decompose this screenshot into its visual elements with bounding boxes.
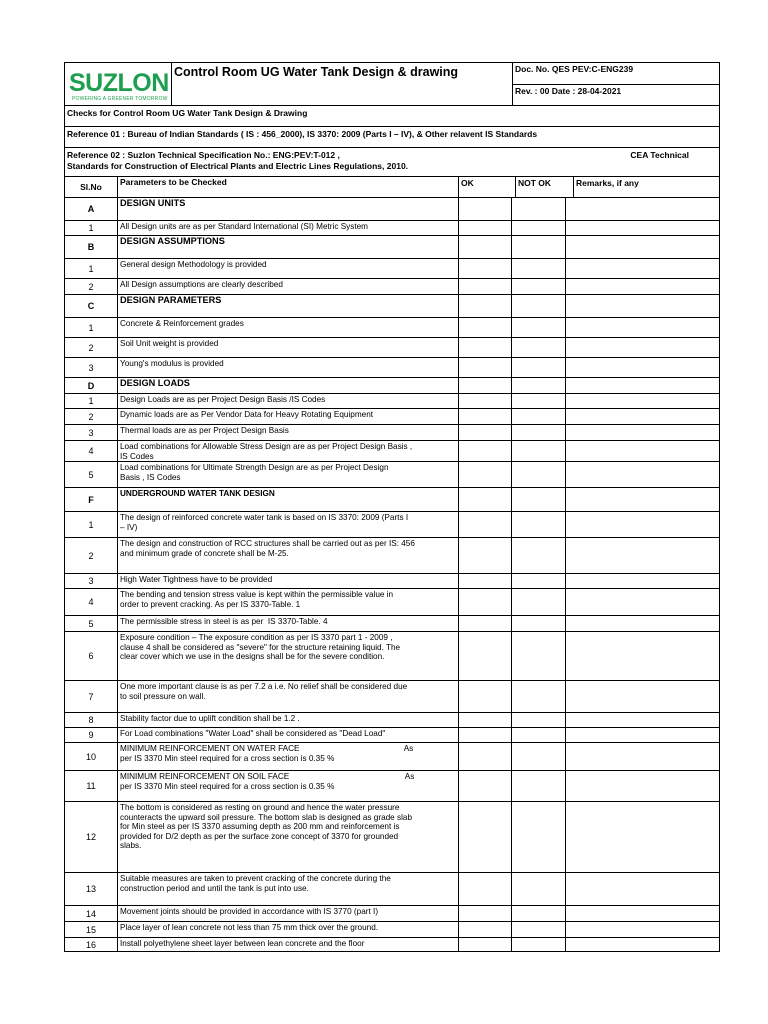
not-ok-cell[interactable] bbox=[512, 743, 566, 770]
checklist-sheet bbox=[64, 62, 720, 952]
row-sl-no: 9 bbox=[65, 728, 118, 742]
ok-cell[interactable] bbox=[459, 802, 512, 872]
ok-cell[interactable] bbox=[459, 259, 512, 278]
not-ok-cell[interactable] bbox=[512, 512, 566, 537]
not-ok-cell[interactable] bbox=[512, 713, 566, 727]
row-parameter: General design Methodology is provided bbox=[118, 259, 459, 278]
row-parameter: DESIGN UNITS bbox=[118, 198, 459, 220]
remarks-cell[interactable] bbox=[566, 802, 719, 872]
checks-line: Checks for Control Room UG Water Tank Design & Drawing bbox=[67, 108, 308, 118]
row-parameter: DESIGN LOADS bbox=[118, 378, 459, 393]
remarks-cell[interactable] bbox=[566, 938, 719, 951]
row-parameter: The design and construction of RCC structures shall be carried out as per IS: 456 and minimum grade of concrete shall be M-25. bbox=[118, 538, 459, 573]
ok-cell[interactable] bbox=[459, 538, 512, 573]
row-sl-no: 2 bbox=[65, 538, 118, 573]
ok-cell[interactable] bbox=[459, 713, 512, 727]
not-ok-cell[interactable] bbox=[512, 338, 566, 357]
remarks-cell[interactable] bbox=[566, 616, 719, 631]
remarks-cell[interactable] bbox=[566, 425, 719, 440]
remarks-cell[interactable] bbox=[566, 771, 719, 801]
col-parameters: Parameters to be Checked bbox=[118, 177, 459, 197]
reference-02-left: Reference 02 : Suzlon Technical Specification No.: ENG:PEV:T-012 , bbox=[67, 150, 340, 160]
not-ok-cell[interactable] bbox=[512, 462, 566, 487]
reference-01-row bbox=[64, 127, 720, 148]
row-sl-no: 2 bbox=[65, 409, 118, 424]
not-ok-cell[interactable] bbox=[512, 589, 566, 615]
ok-cell[interactable] bbox=[459, 681, 512, 712]
ok-cell[interactable] bbox=[459, 616, 512, 631]
row-parameter: Thermal loads are as per Project Design Basis bbox=[118, 425, 459, 440]
table-row bbox=[64, 873, 720, 906]
remarks-cell[interactable] bbox=[566, 409, 719, 424]
remarks-cell[interactable] bbox=[566, 589, 719, 615]
ok-cell[interactable] bbox=[459, 462, 512, 487]
row-sl-no: 1 bbox=[65, 512, 118, 537]
table-row bbox=[64, 259, 720, 279]
remarks-cell[interactable] bbox=[566, 462, 719, 487]
not-ok-cell[interactable] bbox=[512, 938, 566, 951]
col-remarks: Remarks, if any bbox=[576, 178, 639, 188]
table-row bbox=[64, 338, 720, 358]
remarks-cell[interactable] bbox=[566, 279, 719, 294]
not-ok-cell[interactable] bbox=[512, 295, 566, 317]
row-sl-no: 1 bbox=[65, 259, 118, 278]
row-parameter: MINIMUM REINFORCEMENT ON SOIL FACE As per IS 3370 Min steel required for a cross section is 0.35 % bbox=[118, 771, 459, 801]
row-parameter: DESIGN ASSUMPTIONS bbox=[118, 236, 459, 258]
remarks-cell[interactable] bbox=[566, 512, 719, 537]
column-header-row bbox=[64, 177, 720, 198]
ok-cell[interactable] bbox=[459, 295, 512, 317]
ok-cell[interactable] bbox=[459, 221, 512, 235]
row-parameter: MINIMUM REINFORCEMENT ON WATER FACE As per IS 3370 Min steel required for a cross section is 0.35 % bbox=[118, 743, 459, 770]
table-row bbox=[64, 771, 720, 802]
not-ok-cell[interactable] bbox=[512, 616, 566, 631]
ok-cell[interactable] bbox=[459, 589, 512, 615]
reference-01: Reference 01 : Bureau of Indian Standards ( IS : 456_2000), IS 3370: 2009 (Parts I – IV), & Other relavent IS Standards bbox=[67, 129, 538, 139]
not-ok-cell[interactable] bbox=[512, 632, 566, 680]
table-row bbox=[64, 906, 720, 922]
row-parameter: Stability factor due to uplift condition shall be 1.2 . bbox=[118, 713, 459, 727]
ok-cell[interactable] bbox=[459, 574, 512, 588]
not-ok-cell[interactable] bbox=[512, 221, 566, 235]
table-row bbox=[64, 221, 720, 236]
row-sl-no: 3 bbox=[65, 574, 118, 588]
ok-cell[interactable] bbox=[459, 728, 512, 742]
ok-cell[interactable] bbox=[459, 441, 512, 461]
logo-tagline: POWERING A GREENER TOMORROW bbox=[72, 96, 168, 102]
table-row bbox=[64, 409, 720, 425]
not-ok-cell[interactable] bbox=[512, 394, 566, 408]
table-row bbox=[64, 681, 720, 713]
ok-cell[interactable] bbox=[459, 279, 512, 294]
table-row bbox=[64, 728, 720, 743]
row-sl-no: 14 bbox=[65, 906, 118, 921]
ok-cell[interactable] bbox=[459, 378, 512, 393]
remarks-cell[interactable] bbox=[566, 259, 719, 278]
not-ok-cell[interactable] bbox=[512, 873, 566, 905]
ok-cell[interactable] bbox=[459, 394, 512, 408]
reference-02 bbox=[65, 148, 719, 176]
not-ok-cell[interactable] bbox=[512, 425, 566, 440]
ok-cell[interactable] bbox=[459, 338, 512, 357]
row-sl-no: A bbox=[65, 198, 118, 220]
ok-cell[interactable] bbox=[459, 425, 512, 440]
ok-cell[interactable] bbox=[459, 358, 512, 377]
table-row bbox=[64, 441, 720, 462]
remarks-cell[interactable] bbox=[566, 236, 719, 258]
not-ok-cell[interactable] bbox=[512, 198, 566, 220]
document-title: Control Room UG Water Tank Design & drawing bbox=[172, 63, 513, 105]
ok-cell[interactable] bbox=[459, 938, 512, 951]
table-row bbox=[64, 922, 720, 938]
section-row bbox=[64, 198, 720, 221]
table-row bbox=[64, 938, 720, 952]
row-parameter: Soil Unit weight is provided bbox=[118, 338, 459, 357]
row-sl-no: D bbox=[65, 378, 118, 393]
row-sl-no: 1 bbox=[65, 318, 118, 337]
table-row bbox=[64, 538, 720, 574]
checklist-rows bbox=[64, 198, 720, 952]
remarks-cell[interactable] bbox=[566, 394, 719, 408]
table-row bbox=[64, 358, 720, 378]
not-ok-cell[interactable] bbox=[512, 488, 566, 511]
section-row bbox=[64, 295, 720, 318]
row-parameter: High Water Tightness have to be provided bbox=[118, 574, 459, 588]
row-sl-no: B bbox=[65, 236, 118, 258]
remarks-cell[interactable] bbox=[566, 441, 719, 461]
not-ok-cell[interactable] bbox=[512, 922, 566, 937]
table-row bbox=[64, 743, 720, 771]
ok-cell[interactable] bbox=[459, 922, 512, 937]
row-sl-no: 5 bbox=[65, 616, 118, 631]
row-sl-no: F bbox=[65, 488, 118, 511]
section-row bbox=[64, 378, 720, 394]
row-parameter: One more important clause is as per 7.2 a i.e. No relief shall be considered due to soil pressure on wall. bbox=[118, 681, 459, 712]
table-row bbox=[64, 512, 720, 538]
row-parameter: Load combinations for Allowable Stress Design are as per Project Design Basis , IS Codes bbox=[118, 441, 459, 461]
not-ok-cell[interactable] bbox=[512, 259, 566, 278]
row-parameter: UNDERGROUND WATER TANK DESIGN bbox=[118, 488, 459, 511]
row-parameter: All Design units are as per Standard International (SI) Metric System bbox=[118, 221, 459, 235]
col-not-ok: NOT OK bbox=[516, 177, 574, 197]
ok-cell[interactable] bbox=[459, 906, 512, 921]
remarks-cell[interactable] bbox=[566, 632, 719, 680]
remarks-cell[interactable] bbox=[566, 728, 719, 742]
revision-date: Rev. : 00 Date : 28-04-2021 bbox=[515, 85, 622, 96]
remarks-cell[interactable] bbox=[566, 488, 719, 511]
row-parameter: For Load combinations "Water Load" shall be considered as "Dead Load" bbox=[118, 728, 459, 742]
not-ok-cell[interactable] bbox=[512, 318, 566, 337]
not-ok-cell[interactable] bbox=[512, 728, 566, 742]
ok-cell[interactable] bbox=[459, 318, 512, 337]
ok-cell[interactable] bbox=[459, 198, 512, 220]
row-parameter: Young's modulus is provided bbox=[118, 358, 459, 377]
row-sl-no: C bbox=[65, 295, 118, 317]
row-sl-no: 10 bbox=[65, 743, 118, 770]
ok-cell[interactable] bbox=[459, 873, 512, 905]
row-sl-no: 4 bbox=[65, 589, 118, 615]
remarks-cell[interactable] bbox=[566, 378, 719, 393]
not-ok-cell[interactable] bbox=[512, 358, 566, 377]
remarks-cell[interactable] bbox=[566, 922, 719, 937]
table-row bbox=[64, 589, 720, 616]
section-row bbox=[64, 488, 720, 512]
row-sl-no: 15 bbox=[65, 922, 118, 937]
row-sl-no: 7 bbox=[65, 681, 118, 712]
table-row bbox=[64, 713, 720, 728]
remarks-cell[interactable] bbox=[566, 198, 719, 220]
row-parameter: Place layer of lean concrete not less than 75 mm thick over the ground. bbox=[118, 922, 459, 937]
not-ok-cell[interactable] bbox=[512, 681, 566, 712]
table-row bbox=[64, 616, 720, 632]
remarks-cell[interactable] bbox=[566, 318, 719, 337]
remarks-cell[interactable] bbox=[566, 906, 719, 921]
remarks-cell[interactable] bbox=[566, 713, 719, 727]
row-sl-no: 3 bbox=[65, 358, 118, 377]
table-row bbox=[64, 279, 720, 295]
table-row bbox=[64, 394, 720, 409]
row-parameter: The design of reinforced concrete water tank is based on IS 3370: 2009 (Parts I – IV) bbox=[118, 512, 459, 537]
row-sl-no: 4 bbox=[65, 441, 118, 461]
row-sl-no: 12 bbox=[65, 802, 118, 872]
not-ok-cell[interactable] bbox=[512, 802, 566, 872]
remarks-cell[interactable] bbox=[566, 295, 719, 317]
row-parameter: Movement joints should be provided in accordance with IS 3770 (part I) bbox=[118, 906, 459, 921]
ok-cell[interactable] bbox=[459, 512, 512, 537]
not-ok-cell[interactable] bbox=[512, 378, 566, 393]
table-row bbox=[64, 462, 720, 488]
row-sl-no: 13 bbox=[65, 873, 118, 905]
row-sl-no: 3 bbox=[65, 425, 118, 440]
ok-cell[interactable] bbox=[459, 743, 512, 770]
ok-cell[interactable] bbox=[459, 488, 512, 511]
row-parameter: The permissible stress in steel is as per IS 3370-Table. 4 bbox=[118, 616, 459, 631]
table-row bbox=[64, 802, 720, 873]
not-ok-cell[interactable] bbox=[512, 409, 566, 424]
row-sl-no: 5 bbox=[65, 462, 118, 487]
table-row bbox=[64, 574, 720, 589]
remarks-cell[interactable] bbox=[566, 358, 719, 377]
ok-cell[interactable] bbox=[459, 409, 512, 424]
table-row bbox=[64, 425, 720, 441]
row-sl-no: 1 bbox=[65, 221, 118, 235]
ok-cell[interactable] bbox=[459, 236, 512, 258]
remarks-cell[interactable] bbox=[566, 538, 719, 573]
not-ok-cell[interactable] bbox=[512, 771, 566, 801]
row-parameter: Dynamic loads are as Per Vendor Data for Heavy Rotating Equipment bbox=[118, 409, 459, 424]
row-parameter: Load combinations for Ultimate Strength Design are as per Project Design Basis , IS Codes bbox=[118, 462, 459, 487]
document-header bbox=[64, 62, 720, 106]
row-sl-no: 6 bbox=[65, 632, 118, 680]
not-ok-cell[interactable] bbox=[512, 441, 566, 461]
reference-02-line2: Standards for Construction of Electrical Plants and Electric Lines Regulations, 2010. bbox=[67, 161, 409, 171]
row-parameter: All Design assumptions are clearly described bbox=[118, 279, 459, 294]
logo-wordmark: SUZLON bbox=[69, 69, 169, 97]
row-parameter: Design Loads are as per Project Design Basis /IS Codes bbox=[118, 394, 459, 408]
col-ok: OK bbox=[459, 177, 516, 197]
ok-cell[interactable] bbox=[459, 771, 512, 801]
row-parameter: DESIGN PARAMETERS bbox=[118, 295, 459, 317]
remarks-cell[interactable] bbox=[566, 574, 719, 588]
row-sl-no: 2 bbox=[65, 279, 118, 294]
not-ok-cell[interactable] bbox=[512, 279, 566, 294]
row-parameter: The bottom is considered as resting on ground and hence the water pressure counteracts the upward soil pressure. The bottom slab is designed as grade slab for Min steel as per IS 3370 assuming depth as 200 mm and reinforcement is provided for D/2 depth as per the surface zone concept of 3370 for grounded slabs. bbox=[118, 802, 459, 872]
row-parameter: The bending and tension stress value is kept within the permissible value in order to prevent cracking. As per IS 3370-Table. 1 bbox=[118, 589, 459, 615]
checks-row bbox=[64, 106, 720, 127]
row-parameter: Suitable measures are taken to prevent cracking of the concrete during the construction period and until the tank is put into use. bbox=[118, 873, 459, 905]
reference-02-row bbox=[64, 148, 720, 177]
row-sl-no: 8 bbox=[65, 713, 118, 727]
not-ok-cell[interactable] bbox=[512, 236, 566, 258]
table-row bbox=[64, 632, 720, 681]
reference-02-right: CEA Technical bbox=[630, 150, 689, 160]
row-sl-no: 2 bbox=[65, 338, 118, 357]
table-row bbox=[64, 318, 720, 338]
ok-cell[interactable] bbox=[459, 632, 512, 680]
not-ok-cell[interactable] bbox=[512, 574, 566, 588]
not-ok-cell[interactable] bbox=[512, 906, 566, 921]
col-sl-no: Sl.No bbox=[65, 177, 118, 197]
row-parameter: Concrete & Reinforcement grades bbox=[118, 318, 459, 337]
row-parameter: Exposure condition – The exposure condition as per IS 3370 part 1 - 2009 , clause 4 shall be considered as "severe" for the structure retaining liquid. The clear cover which we use in the designs shall be for the severe condition. bbox=[118, 632, 459, 680]
not-ok-cell[interactable] bbox=[512, 538, 566, 573]
section-row bbox=[64, 236, 720, 259]
remarks-cell[interactable] bbox=[566, 873, 719, 905]
remarks-cell[interactable] bbox=[566, 338, 719, 357]
remarks-cell[interactable] bbox=[566, 681, 719, 712]
row-sl-no: 11 bbox=[65, 771, 118, 801]
doc-number: Doc. No. QES PEV:C-ENG239 bbox=[513, 63, 719, 85]
document-meta bbox=[513, 63, 719, 105]
remarks-cell[interactable] bbox=[566, 743, 719, 770]
row-sl-no: 16 bbox=[65, 938, 118, 951]
row-sl-no: 1 bbox=[65, 394, 118, 408]
row-parameter: Install polyethylene sheet layer between lean concrete and the floor bbox=[118, 938, 459, 951]
suzlon-logo bbox=[65, 63, 172, 105]
remarks-cell[interactable] bbox=[566, 221, 719, 235]
